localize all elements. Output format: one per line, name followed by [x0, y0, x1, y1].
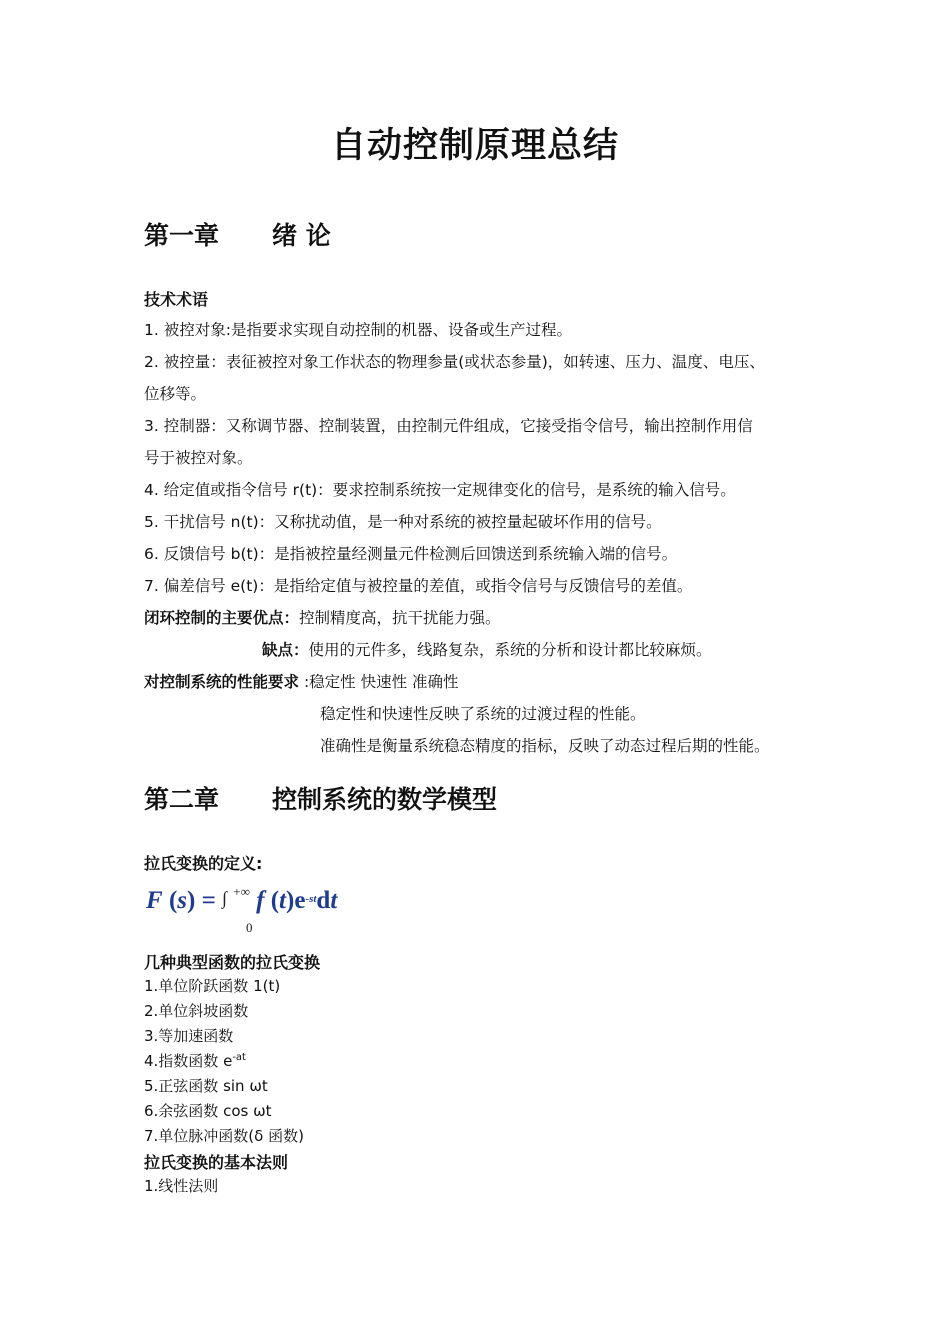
terms-heading: 技术术语: [144, 290, 209, 309]
term-item: 5. 干扰信号 n(t)：又称扰动值，是一种对系统的被控量起破坏作用的信号。: [144, 513, 662, 531]
function-item: 1.单位阶跃函数 1(t): [144, 977, 281, 995]
integral-lower-limit: 0: [246, 920, 253, 935]
chapter2-number: 第二章: [144, 785, 220, 814]
laplace-rules-heading: 拉氏变换的基本法则: [144, 1153, 289, 1172]
term-item: 4. 给定值或指令信号 r(t)：要求控制系统按一定规律变化的信号，是系统的输入信号。: [144, 481, 736, 499]
term-item-cont: 号于被控对象。: [144, 449, 253, 467]
disadvantages-label: 缺点：: [262, 641, 309, 659]
disadvantages-text: 使用的元件多，线路复杂，系统的分析和设计都比较麻烦。: [308, 641, 712, 659]
function-item: 4.指数函数 $e^{-at}$: [144, 1052, 246, 1070]
performance-line-2: 稳定性和快速性反映了系统的过渡过程的性能。: [320, 705, 646, 723]
term-item-cont: 位移等。: [144, 385, 207, 403]
performance-text: :稳定性 快速性 准确性: [303, 673, 459, 691]
term-item: 3. 控制器：又称调节器、控制装置，由控制元件组成，它接受指令信号，输出控制作用信: [144, 417, 753, 435]
function-item: 6.余弦函数 cos ωt: [144, 1102, 272, 1120]
closed-loop-text: 控制精度高，抗干扰能力强。: [299, 609, 501, 627]
typical-functions-heading: 几种典型函数的拉氏变换: [144, 953, 321, 972]
rule-item: 1.线性法则: [144, 1177, 219, 1195]
performance-label: 对控制系统的性能要求: [144, 673, 300, 691]
performance-line-3: 准确性是衡量系统稳态精度的指标，反映了动态过程后期的性能。: [320, 737, 770, 755]
exponent: -st: [305, 893, 317, 905]
term-item: 1. 被控对象:是指要求实现自动控制的机器、设备或生产过程。: [144, 321, 572, 339]
function-item: 3.等加速函数: [144, 1027, 234, 1045]
integral-sign: ∫: [222, 888, 228, 908]
exponent: -at: [232, 1052, 246, 1063]
performance-requirements: [144, 670, 459, 692]
laplace-definition-heading: 拉氏变换的定义:: [144, 854, 263, 873]
function-item: 2.单位斜坡函数: [144, 1002, 249, 1020]
term-item: 6. 反馈信号 b(t)：是指被控量经测量元件检测后回馈送到系统输入端的信号。: [144, 545, 678, 563]
chapter1-title: 绪 论: [272, 221, 331, 250]
chapter1-number: 第一章: [144, 221, 220, 250]
closed-loop-disadvantages: [262, 638, 712, 660]
term-item: 2. 被控量：表征被控对象工作状态的物理参量(或状态参量)，如转速、压力、温度、电压、: [144, 353, 765, 371]
function-item: 7.单位脉冲函数(δ 函数): [144, 1127, 304, 1145]
integral-upper-limit: +∞: [233, 884, 250, 899]
closed-loop-label: 闭环控制的主要优点：: [144, 609, 300, 627]
document-title: 自动控制原理总结: [330, 126, 619, 166]
laplace-formula: F (s) = ∫ +∞ f $(t)e^{-st}dt$: [146, 884, 338, 914]
term-item: 7. 偏差信号 e(t)：是指给定值与被控量的差值，或指令信号与反馈信号的差值。: [144, 577, 693, 595]
function-item: 5.正弦函数 sin ωt: [144, 1077, 268, 1095]
closed-loop-advantages: [144, 606, 501, 628]
chapter2-title: 控制系统的数学模型: [272, 785, 498, 814]
